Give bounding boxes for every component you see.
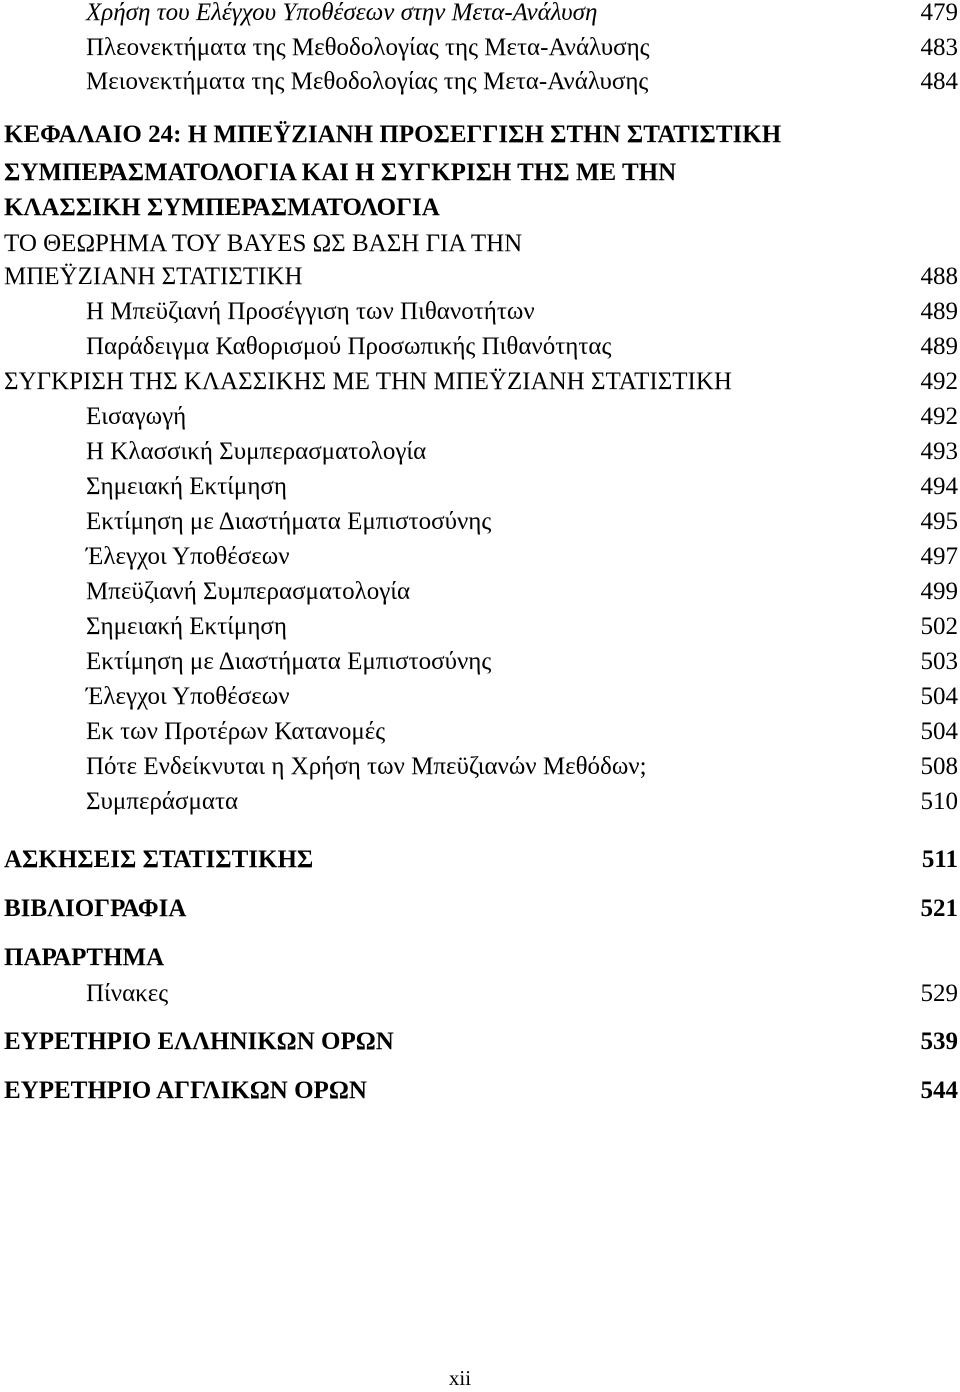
chapter-heading: ΣΥΜΠΕΡΑΣΜΑΤΟΛΟΓΙΑ ΚΑΙ Η ΣΥΓΚΡΙΣΗ ΤΗΣ ΜΕ ΤΗΝ bbox=[4, 159, 677, 186]
toc-entry-page: 529 bbox=[920, 980, 958, 1007]
toc-entry-page: 544 bbox=[920, 1077, 958, 1104]
toc-entry bbox=[0, 329, 958, 365]
toc-entry-title: Έλεγχοι Υποθέσεων bbox=[86, 543, 290, 570]
toc-entry-title: Σημειακή Εκτίμηση bbox=[86, 473, 287, 500]
toc-entry-title: Εκτίμηση με Διαστήματα Εμπιστοσύνης bbox=[86, 508, 492, 535]
toc-entry-page: 492 bbox=[920, 368, 958, 395]
toc-entry-title: Συμπεράσματα bbox=[86, 788, 239, 815]
page-number: xii bbox=[448, 1366, 472, 1390]
toc-entry-page: 488 bbox=[920, 263, 958, 290]
toc-entry-page: 484 bbox=[920, 68, 958, 95]
toc-entry bbox=[0, 609, 958, 645]
toc-section-title: ΤΟ ΘΕΩΡΗΜΑ ΤΟΥ BAYES ΩΣ ΒΑΣΗ ΓΙΑ ΤΗΝ bbox=[4, 230, 523, 257]
toc-entry bbox=[0, 294, 958, 330]
toc-entry-title: Χρήση του Ελέγχου Υποθέσεων στην Μετα-Ανάλυση bbox=[86, 0, 598, 26]
toc-entry bbox=[0, 679, 958, 715]
toc-entry-title: Πίνακες bbox=[86, 980, 169, 1007]
toc-entry bbox=[0, 504, 958, 540]
toc-section-title: ΜΠΕΫΖΙΑΝΗ ΣΤΑΤΙΣΤΙΚΗ bbox=[4, 263, 303, 290]
toc-entry-page: 511 bbox=[921, 846, 958, 873]
toc-section bbox=[0, 364, 958, 400]
toc-major-entry bbox=[0, 1073, 958, 1109]
toc-entry bbox=[0, 30, 958, 66]
toc-major-entry bbox=[0, 891, 958, 927]
toc-entry-page: 495 bbox=[920, 508, 958, 535]
toc-entry bbox=[0, 64, 958, 100]
toc-entry-title: Παράδειγμα Καθορισμού Προσωπικής Πιθανότητας bbox=[86, 333, 612, 360]
toc-entry-page: 504 bbox=[920, 718, 958, 745]
toc-major-entry bbox=[0, 1024, 958, 1060]
toc-entry-page: 483 bbox=[920, 34, 958, 61]
toc-entry-page: 489 bbox=[920, 333, 958, 360]
toc-entry-title: Πλεονεκτήματα της Μεθοδολογίας της Μετα-Ανάλυσης bbox=[86, 34, 650, 61]
toc-major-entry bbox=[0, 842, 958, 878]
chapter-heading: ΚΛΑΣΣΙΚΗ ΣΥΜΠΕΡΑΣΜΑΤΟΛΟΓΙΑ bbox=[4, 194, 440, 221]
toc-major-title: ΕΥΡΕΤΗΡΙΟ ΕΛΛΗΝΙΚΩΝ ΟΡΩΝ bbox=[4, 1028, 394, 1055]
toc-section bbox=[0, 259, 958, 295]
toc-entry-title: Η Μπεϋζιανή Προσέγγιση των Πιθανοτήτων bbox=[86, 298, 535, 325]
toc-entry-page: 502 bbox=[920, 613, 958, 640]
toc-entry-page: 489 bbox=[920, 298, 958, 325]
toc-entry-page: 497 bbox=[920, 543, 958, 570]
toc-entry-page: 539 bbox=[920, 1028, 958, 1055]
toc-entry bbox=[0, 469, 958, 505]
toc-major-entry bbox=[0, 940, 958, 976]
toc-entry-page: 504 bbox=[920, 683, 958, 710]
toc-entry-title: Μειονεκτήματα της Μεθοδολογίας της Μετα-Ανάλυσης bbox=[86, 68, 649, 95]
toc-entry-page: 492 bbox=[920, 403, 958, 430]
toc-entry bbox=[0, 784, 958, 820]
toc-entry-page: 494 bbox=[920, 473, 958, 500]
toc-entry-title: Έλεγχοι Υποθέσεων bbox=[86, 683, 290, 710]
chapter-heading-line bbox=[0, 190, 958, 226]
toc-entry-page: 508 bbox=[920, 753, 958, 780]
toc-entry bbox=[0, 976, 958, 1012]
toc-major-title: ΕΥΡΕΤΗΡΙΟ ΑΓΓΛΙΚΩΝ ΟΡΩΝ bbox=[4, 1077, 367, 1104]
toc-entry bbox=[0, 0, 958, 31]
toc-entry-title: Εκ των Προτέρων Κατανομές bbox=[86, 718, 386, 745]
toc-entry bbox=[0, 539, 958, 575]
toc-entry-page: 499 bbox=[920, 578, 958, 605]
toc-entry bbox=[0, 749, 958, 785]
toc-section bbox=[0, 226, 958, 262]
chapter-heading: ΚΕΦΑΛΑΙΟ 24: Η ΜΠΕΫΖΙΑΝΗ ΠΡΟΣΕΓΓΙΣΗ ΣΤΗΝ ΣΤΑΤΙΣΤΙΚΗ bbox=[4, 121, 782, 148]
toc-entry bbox=[0, 399, 958, 435]
toc-entry bbox=[0, 434, 958, 470]
toc-major-title: ΑΣΚΗΣΕΙΣ ΣΤΑΤΙΣΤΙΚΗΣ bbox=[4, 846, 314, 873]
toc-entry-page: 503 bbox=[920, 648, 958, 675]
toc-entry-title: Η Κλασσική Συμπερασματολογία bbox=[86, 438, 427, 465]
toc-entry-title: Πότε Ενδείκνυται η Χρήση των Μπεϋζιανών Μεθόδων; bbox=[86, 753, 647, 780]
toc-entry bbox=[0, 574, 958, 610]
toc-entry-title: Εκτίμηση με Διαστήματα Εμπιστοσύνης bbox=[86, 648, 492, 675]
toc-entry-title: Σημειακή Εκτίμηση bbox=[86, 613, 287, 640]
toc-section-title: ΣΥΓΚΡΙΣΗ ΤΗΣ ΚΛΑΣΣΙΚΗΣ ΜΕ ΤΗΝ ΜΠΕΫΖΙΑΝΗ ΣΤΑΤΙΣΤΙΚΗ bbox=[4, 368, 732, 395]
toc-entry bbox=[0, 714, 958, 750]
toc-entry-page: 510 bbox=[920, 788, 958, 815]
toc-entry bbox=[0, 644, 958, 680]
toc-major-title: ΠΑΡΑΡΤΗΜΑ bbox=[4, 944, 165, 971]
toc-entry-page: 493 bbox=[920, 438, 958, 465]
chapter-heading-line bbox=[0, 155, 958, 191]
chapter-heading-line bbox=[0, 117, 958, 153]
toc-entry-page: 521 bbox=[920, 895, 958, 922]
toc-entry-page: 479 bbox=[920, 0, 958, 26]
toc-major-title: ΒΙΒΛΙΟΓΡΑΦΙΑ bbox=[4, 895, 187, 922]
toc-entry-title: Εισαγωγή bbox=[86, 403, 187, 430]
toc-entry-title: Μπεϋζιανή Συμπερασματολογία bbox=[86, 578, 411, 605]
